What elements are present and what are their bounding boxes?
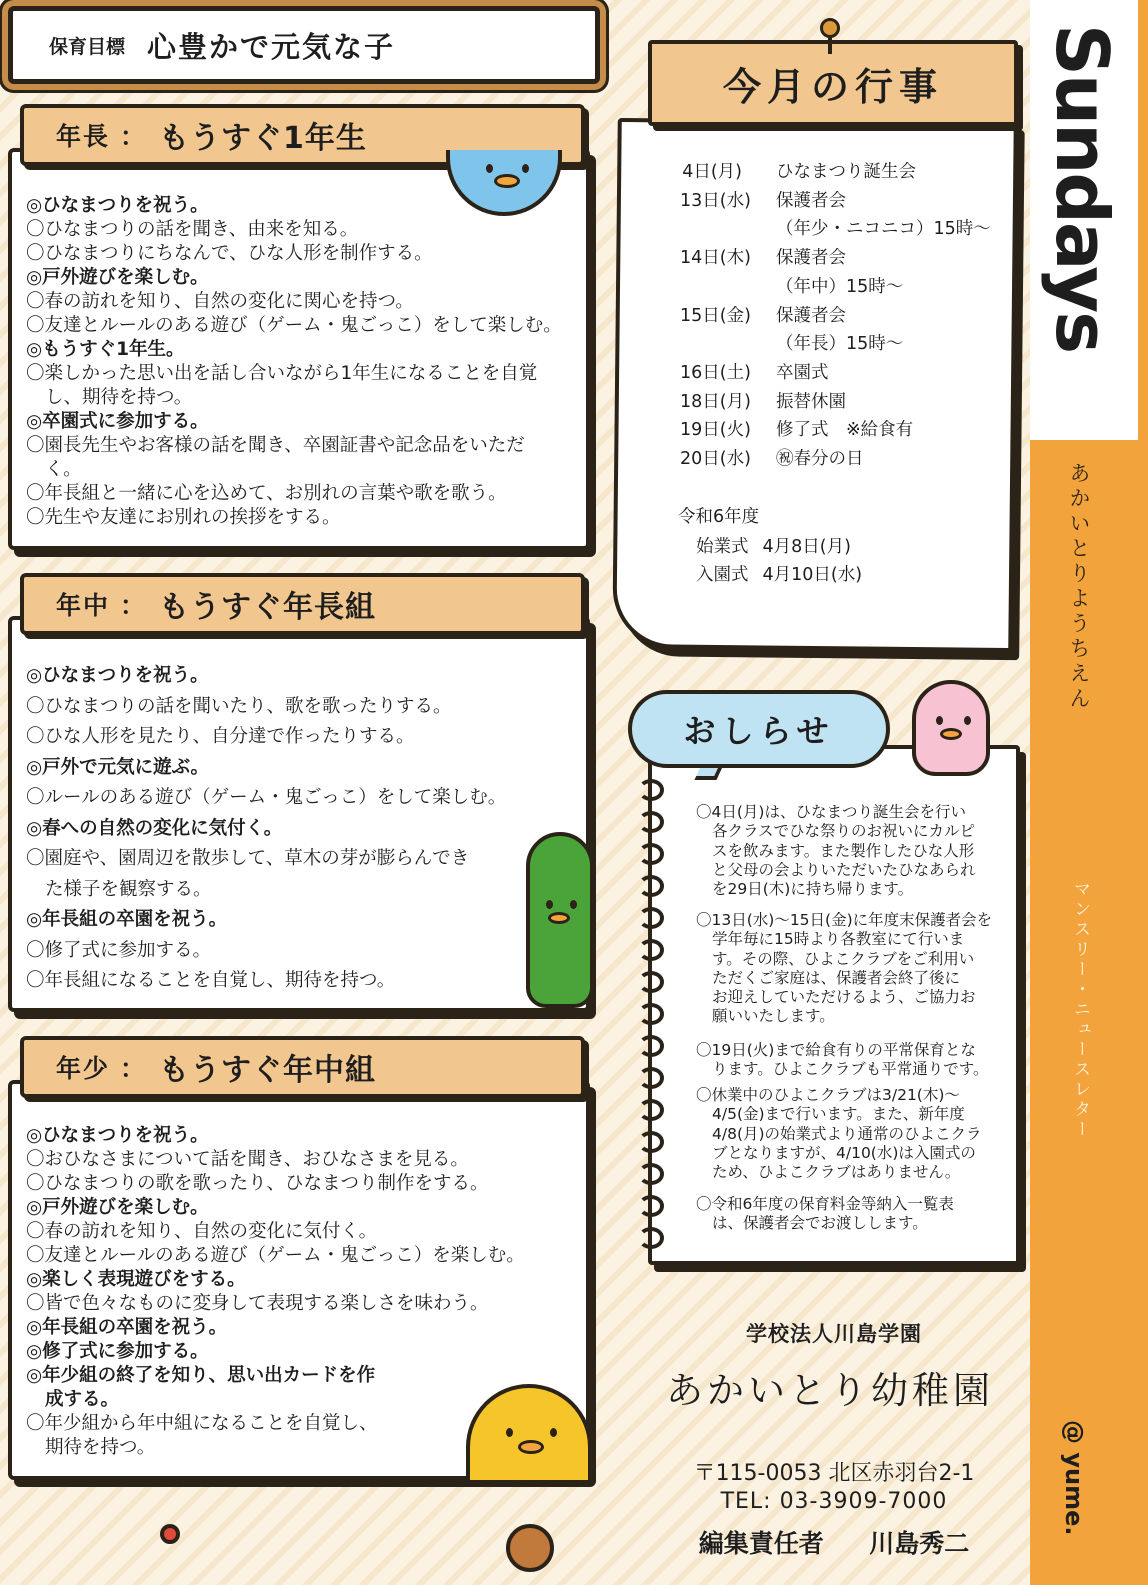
- class-title-nensho: [20, 1036, 585, 1098]
- class-line-text: 〇友達とルールのある遊び（ゲーム・鬼ごっこ）を楽しむ。: [26, 1245, 525, 1266]
- schedule-event: 保護者会: [776, 190, 846, 211]
- notice-line: 学年毎に15時より各教室にて行いま: [712, 930, 965, 949]
- editor-line: [648, 1524, 1020, 1560]
- next-year-row: [696, 533, 851, 558]
- notice-line: 〇休業中のひよこクラブは3/21(木)～: [696, 1086, 960, 1104]
- newsletter-subtitle: マンスリー・ニュースレター: [1070, 880, 1090, 1140]
- class-grade: 年少: [56, 1054, 111, 1083]
- binder-ring-icon: [638, 1099, 664, 1121]
- schedule-event: 修了式 ※給食有: [776, 420, 914, 441]
- class-subtitle: もうすぐ1年生: [159, 121, 367, 156]
- class-line-continued: 成する。: [45, 1389, 120, 1410]
- goal-label: 保育目標: [49, 35, 126, 58]
- schedule-date: 15日(金): [680, 305, 751, 326]
- notice-item: [696, 911, 996, 1027]
- binder-ring-icon: [638, 1067, 664, 1089]
- class-line-text: ◎卒園式に参加する。: [26, 411, 209, 432]
- class-line-text: ◎楽しく表現遊びをする。: [26, 1269, 246, 1290]
- binder-ring-icon: [638, 875, 664, 897]
- binder-ring-icon: [638, 939, 664, 961]
- notice-line: ただくご家庭は、保護者会終了後に: [712, 968, 961, 987]
- class-grade: 年長: [56, 122, 111, 151]
- class-line-text: ◎ひなまつりを祝う。: [26, 195, 209, 216]
- school-kana: あかいとりようちえん: [1067, 462, 1091, 712]
- notice-line: は、保護者会でお渡しします。: [712, 1214, 928, 1233]
- class-line-text: ◎ひなまつりを祝う。: [26, 1125, 209, 1146]
- class-colon: ：: [120, 1054, 146, 1083]
- pushpin-icon: [820, 18, 840, 38]
- schedule-event: （年少・ニコニコ）15時～: [776, 219, 991, 240]
- notice-line: ブとなりますが、4/10(水)は入園式の: [712, 1143, 976, 1162]
- notice-bubble: [628, 690, 890, 768]
- school-name: あかいとり幼稚園: [666, 1369, 994, 1412]
- next-year-date: 4月10日(水): [762, 565, 863, 585]
- class-line-continued: た様子を観察する。: [45, 878, 212, 900]
- schedule-event: ㊗春分の日: [776, 449, 864, 469]
- class-line-text: 〇おひなさまについて話を聞き、おひなさまを見る。: [26, 1149, 469, 1170]
- schedule-date: 13日(水): [680, 190, 751, 211]
- schedule-title: 今月の行事: [722, 64, 943, 109]
- binder-ring-icon: [638, 1035, 664, 1057]
- schedule-date: 18日(月): [680, 391, 751, 412]
- class-line-text: 〇園長先生やお客様の話を聞き、卒園証書や記念品をいただ: [26, 435, 525, 456]
- notice-line: 〇13日(水)～15日(金)に年度末保護者会を: [696, 911, 993, 929]
- class-line-text: ◎戸外で元気に遊ぶ。: [26, 756, 210, 778]
- class-line-text: 〇ひなまつりの話を聞き、由来を知る。: [26, 219, 359, 240]
- notice-item: [696, 1086, 996, 1182]
- binder-ring-icon: [638, 907, 664, 929]
- class-line: [26, 1292, 1134, 1316]
- schedule-event: 保護者会: [776, 305, 846, 326]
- schedule-event: （年中）15時～: [776, 276, 904, 297]
- class-colon: ：: [120, 122, 146, 151]
- class-line-text: 〇園庭や、園周辺を散歩して、草木の芽が膨らんでき: [26, 848, 470, 869]
- class-line-text: ◎年長組の卒園を祝う。: [26, 909, 228, 930]
- notice-item: [696, 1195, 996, 1234]
- pink-chick-icon: [912, 680, 990, 776]
- notice-line: を29日(木)に持ち帰ります。: [712, 880, 914, 899]
- goal-text: 心豊かで元気な子: [147, 29, 396, 64]
- class-line-text: 〇友達とルールのある遊び（ゲーム・鬼ごっこ）をして楽しむ。: [26, 315, 562, 336]
- class-line: [26, 1412, 1134, 1460]
- schedule-event: 振替休園: [776, 391, 846, 412]
- notice-line: 〇4日(月)は、ひなまつり誕生会を行い: [696, 803, 966, 821]
- notice-item: [696, 1041, 996, 1080]
- schedule-event: ひなまつり誕生会: [776, 162, 916, 182]
- notice-line: と父母の会よりいただいたひなあられ: [712, 860, 976, 879]
- notice-line: 4/5(金)まで行います。また、新年度: [712, 1105, 965, 1124]
- class-line-text: 〇ルールのある遊び（ゲーム・鬼ごっこ）をして楽しむ。: [26, 787, 507, 808]
- class-line-text: 〇修了式に参加する。: [26, 939, 212, 961]
- class-line-text: ◎修了式に参加する。: [26, 1341, 209, 1362]
- schedule-date: 20日(水): [680, 449, 751, 469]
- notice-line: スを飲みます。また製作したひな人形: [712, 841, 975, 860]
- class-title-nenchu: [20, 573, 585, 635]
- class-colon: ：: [120, 591, 146, 620]
- class-line-text: 〇先生や友達にお別れの挨拶をする。: [26, 507, 341, 528]
- schedule-event: 卒園式: [776, 362, 829, 383]
- class-line-text: ◎戸外遊びを楽しむ。: [26, 1197, 209, 1218]
- class-line: [26, 1268, 1134, 1292]
- schedule-date: 4日(月): [682, 162, 742, 182]
- schedule-date: 19日(火): [680, 420, 751, 441]
- class-line-text: 〇ひなまつりにちなんで、ひな人形を制作する。: [26, 243, 433, 264]
- notice-line: 〇令和6年度の保育料金等納入一覧表: [696, 1195, 954, 1213]
- notice-line: ります。ひよこクラブも平常通りです。: [712, 1060, 989, 1079]
- next-year-row: [696, 561, 862, 586]
- notice-line: ため、ひよこクラブはありません。: [712, 1163, 961, 1182]
- editor-label: 編集責任者: [698, 1529, 824, 1558]
- class-line-text: 〇年長組と一緒に心を込めて、お別れの言葉や歌を歌う。: [26, 483, 507, 504]
- schedule-header: [648, 40, 1018, 126]
- class-line-text: ◎もうすぐ1年生。: [26, 339, 185, 360]
- notice-line: 願いいたします。: [712, 1007, 835, 1026]
- class-line-text: ◎戸外遊びを楽しむ。: [26, 267, 209, 288]
- binder-ring-icon: [638, 1131, 664, 1153]
- schedule-event: （年長）15時～: [776, 334, 904, 355]
- class-line-text: 〇ひなまつりの歌を歌ったり、ひなまつり制作をする。: [26, 1173, 489, 1194]
- notice-line: 4/8(月)の始業式より通常のひよこクラ: [712, 1124, 982, 1143]
- binder-ring-icon: [638, 1163, 664, 1185]
- class-line-continued: く。: [45, 459, 82, 480]
- telephone: TEL: 03-3909-7000: [720, 1489, 948, 1514]
- class-line-text: ◎年少組の終了を知り、思い出カードを作: [26, 1365, 376, 1386]
- class-line-text: ◎年長組の卒園を祝う。: [26, 1317, 228, 1338]
- notice-title: おしらせ: [683, 712, 835, 750]
- class-line-text: ◎ひなまつりを祝う。: [26, 665, 209, 686]
- illustrator-credit: @ yume.: [1060, 1420, 1088, 1536]
- class-subtitle: もうすぐ年中組: [159, 1053, 377, 1088]
- class-line-text: 〇ひな人形を見たり、自分達で作ったりする。: [26, 726, 415, 747]
- brand-logo: Sundays: [1040, 24, 1124, 353]
- next-year-label: 令和6年度: [678, 507, 760, 527]
- notice-line: 各クラスでひな祭りのお祝いにカルピ: [712, 822, 976, 841]
- class-line-continued: し、期待を持つ。: [45, 387, 193, 408]
- next-year-date: 4月8日(月): [762, 537, 851, 557]
- binder-ring-icon: [638, 1227, 664, 1249]
- class-line-text: 〇春の訪れを知り、自然の変化に関心を持つ。: [26, 291, 414, 312]
- binder-ring-icon: [638, 843, 664, 865]
- org-name: 学校法人川島学園: [746, 1322, 922, 1346]
- class-grade: 年中: [56, 591, 111, 620]
- acorn-icon: [506, 1524, 554, 1572]
- class-subtitle: もうすぐ年長組: [159, 590, 377, 625]
- binder-ring-icon: [638, 779, 664, 801]
- pin-stem: [828, 36, 832, 54]
- notice-line: す。その際、ひよこクラブをご利用い: [712, 949, 975, 968]
- binder-ring-icon: [638, 971, 664, 993]
- notice-line: お迎えしていただけるよう、ご協力お: [712, 988, 976, 1007]
- class-line-text: 〇楽しかった思い出を話し合いながら1年生になることを自覚: [26, 363, 538, 384]
- binder-ring-icon: [638, 1195, 664, 1217]
- binder-ring-icon: [638, 811, 664, 833]
- class-line-text: 〇春の訪れを知り、自然の変化に気付く。: [26, 1221, 378, 1242]
- next-year-event: 始業式: [696, 537, 749, 557]
- goal-board: [8, 6, 600, 84]
- address: 〒115-0053 北区赤羽台2-1: [693, 1461, 975, 1486]
- class-line-text: 〇年少組から年中組になることを自覚し、: [26, 1413, 378, 1434]
- binder-ring-icon: [638, 1003, 664, 1025]
- flower-doodle-icon: [160, 1524, 180, 1544]
- class-line-text: 〇皆で色々なものに変身して表現する楽しさを味わう。: [26, 1293, 489, 1314]
- class-line-text: 〇ひなまつりの話を聞いたり、歌を歌ったりする。: [26, 695, 452, 717]
- schedule-date: 14日(木): [680, 248, 751, 269]
- notice-line: 〇19日(火)まで給食有りの平常保育とな: [696, 1041, 976, 1059]
- schedule-event: 保護者会: [776, 248, 846, 269]
- editor-name: 川島秀二: [869, 1529, 970, 1558]
- class-line-text: ◎春への自然の変化に気付く。: [26, 817, 283, 839]
- class-line-continued: 期待を持つ。: [45, 1437, 156, 1458]
- schedule-date: 16日(土): [680, 362, 751, 383]
- next-year-event: 入園式: [696, 565, 749, 585]
- notice-item: [696, 803, 996, 899]
- class-line-text: 〇年長組になることを自覚し、期待を持つ。: [26, 970, 396, 991]
